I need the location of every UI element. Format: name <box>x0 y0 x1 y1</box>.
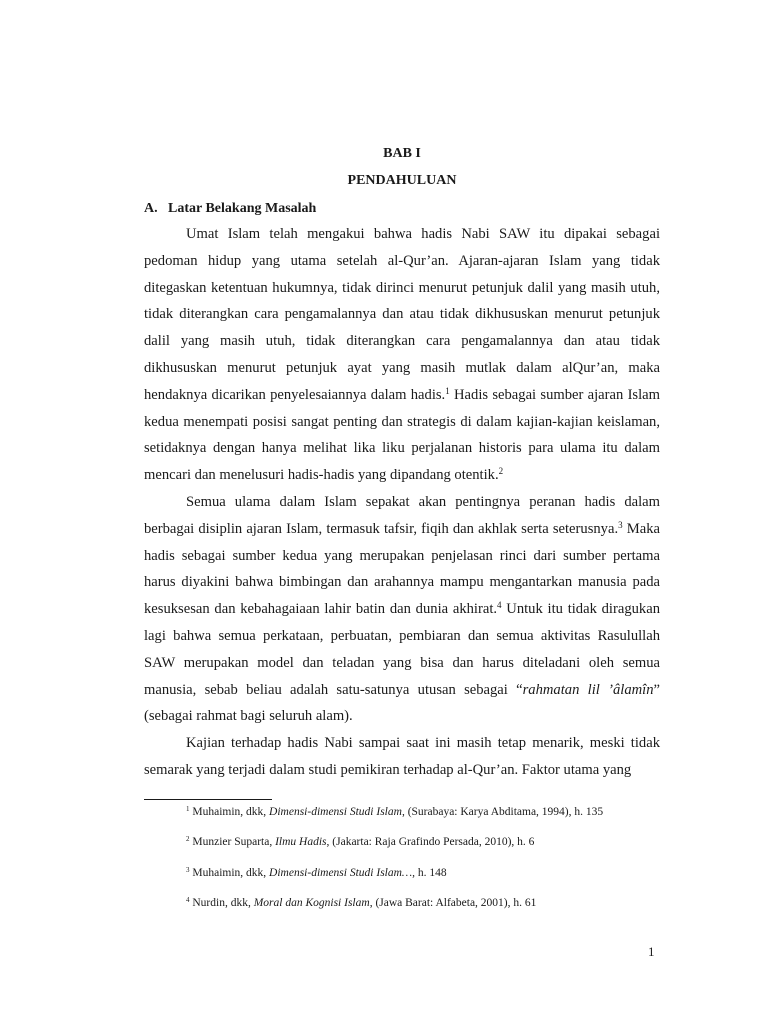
footnote-3-number: 3 <box>186 866 190 874</box>
paragraph-3-text-a: Kajian terhadap hadis Nabi sampai saat ini masih tetap menarik, meski tidak semarak yang terjadi dalam studi pemikiran terhadap al-Qur’an. Faktor utama yang <box>144 735 660 778</box>
footnote-4 <box>186 897 536 909</box>
section-heading <box>144 201 316 217</box>
footnote-4-post: , (Jawa Barat: Alfabeta, 2001), h. 61 <box>369 897 537 909</box>
paragraph-1-text-b: Hadis sebagai sumber ajaran Islam kedua menempati posisi sangat penting dan strategis di dalam kajian-kajian keislaman, setidaknya dengan hanya melihat lika liku perjalanan historis para ulama itu dalam mencari dan menelusuri hadis-hadis yang dipandang otentik. <box>144 386 660 484</box>
paragraph-3 <box>144 730 660 784</box>
footnote-ref-1[interactable]: 1 <box>445 385 450 396</box>
paragraph-2-text-d: ” (sebagai rahmat bagi seluruh alam). <box>144 681 661 725</box>
chapter-title: PENDAHULUAN <box>347 173 457 188</box>
footnote-ref-3[interactable]: 3 <box>618 519 623 530</box>
footnote-3-pre: Muhaimin, dkk, <box>189 867 270 879</box>
page-number: 1 <box>648 944 655 959</box>
footnote-1-title: Dimensi-dimensi Studi Islam <box>269 806 402 818</box>
footnote-4-pre: Nurdin, dkk, <box>189 897 254 909</box>
footnote-4-title: Moral dan Kognisi Islam <box>253 897 370 909</box>
body-text <box>144 221 660 784</box>
chapter-label: BAB I <box>383 146 421 161</box>
paragraph-1 <box>144 221 660 489</box>
footnote-ref-4[interactable]: 4 <box>497 600 502 611</box>
paragraph-2-text-c: Untuk itu tidak diragukan lagi bahwa semua perkataan, perbuatan, pembiaran dan semua aktivitas Rasulullah SAW merupakan model dan teladan yang bisa dan harus diteladani oleh semua manusia, sebab beliau adalah satu-satunya utusan sebagai “ <box>144 601 660 698</box>
footnote-separator <box>144 799 272 800</box>
footnote-2-number: 2 <box>186 835 190 843</box>
paragraph-2-text-a: Semua ulama dalam Islam sepakat akan pentingnya peranan hadis dalam berbagai disiplin ajaran Islam, termasuk tafsir, fiqih dan akhlak serta seterusnya. <box>144 493 660 537</box>
footnote-1-number: 1 <box>186 805 190 813</box>
footnote-3-post: h. 148 <box>415 867 447 879</box>
footnote-1 <box>186 806 603 818</box>
footnote-1-post: , (Surabaya: Karya Abditama, 1994), h. 135 <box>401 806 604 818</box>
footnote-ref-2[interactable]: 2 <box>498 466 504 477</box>
footnote-3 <box>186 867 447 879</box>
paragraph-1-text-a: Umat Islam telah mengakui bahwa hadis Nabi SAW itu dipakai sebagai pedoman hidup yang utama setelah al-Qur’an. Ajaran-ajaran Islam yang tidak ditegaskan ketentuan hukumnya, tidak dirinci menurut petunjuk dalil yang masih utuh, tidak diterangkan cara pengamalannya dan atau tidak dikhususkan menurut petunjuk dalil yang masih utuh, tidak diterangkan cara pengamalannya dan atau tidak dikhususkan menurut petunjuk ayat yang masih mutlak dalam alQur’an, maka hendaknya dicarikan penyelesaiannya dalam hadis. <box>144 226 660 403</box>
paragraph-2-text-b: Maka hadis sebagai sumber kedua yang merupakan penjelasan rinci dari sumber pertama harus diyakini bahwa bimbingan dan arahannya mampu mengantarkan manusia pada kesuksesan dan kebahagaiaan lahir batin dan dunia akhirat. <box>144 520 660 618</box>
footnote-2-post: , (Jakarta: Raja Grafindo Persada, 2010), h. 6 <box>326 836 535 848</box>
footnote-4-number: 4 <box>186 896 190 904</box>
section-number: A. <box>144 201 158 216</box>
footnote-2-pre: Munzier Suparta, <box>189 836 276 848</box>
footnote-3-title: Dimensi-dimensi Studi Islam…, <box>269 867 416 879</box>
footnote-2 <box>186 836 534 848</box>
paragraph-2 <box>144 489 660 730</box>
paragraph-2-italic-phrase: rahmatan lil ’âlamîn <box>522 681 654 698</box>
footnote-2-title: Ilmu Hadis <box>275 836 327 848</box>
footnote-1-pre: Muhaimin, dkk, <box>189 806 270 818</box>
section-title: Latar Belakang Masalah <box>168 201 317 216</box>
